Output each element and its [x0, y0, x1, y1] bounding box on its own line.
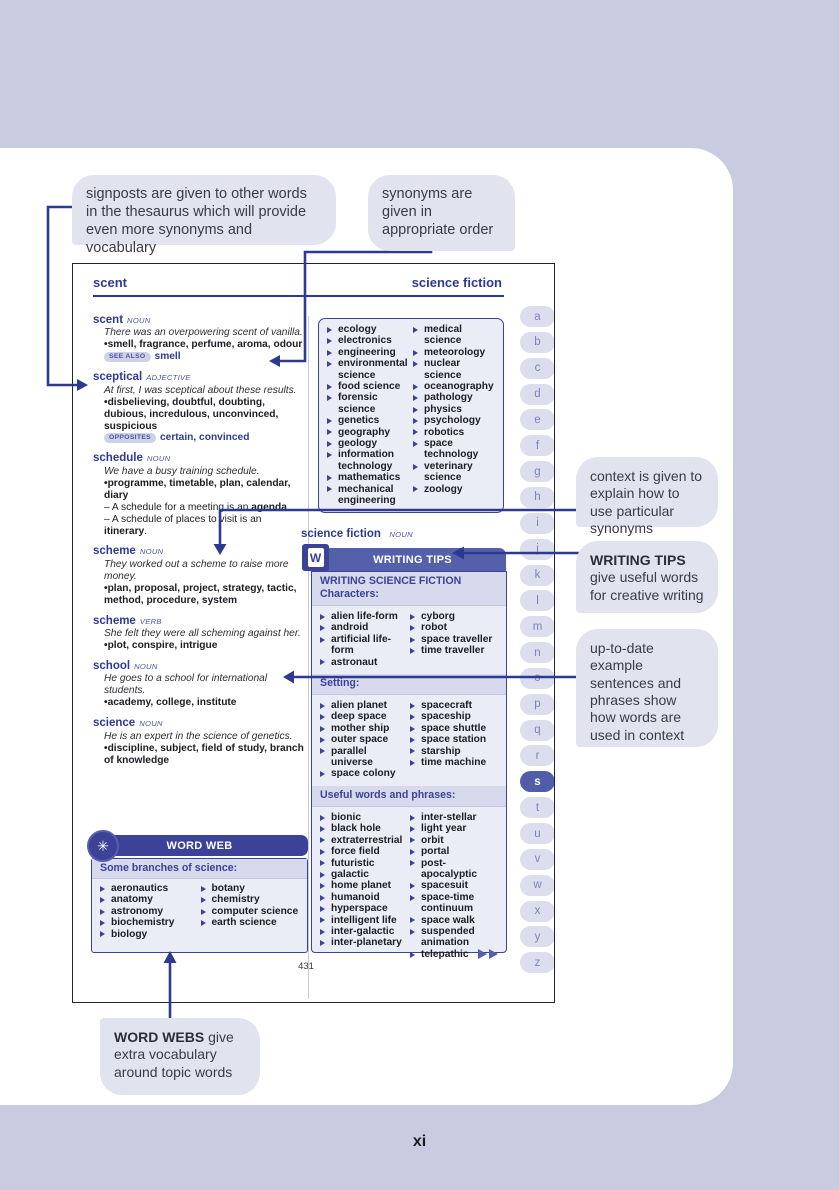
see-also-line: [104, 351, 304, 363]
word-item: spacesuit: [410, 880, 500, 891]
word-item: physics: [413, 404, 499, 415]
word-item: aeronautics: [100, 883, 201, 894]
science-word-web-box: [318, 318, 504, 513]
headword: schedule: [93, 452, 143, 465]
word-item: suspended animation: [410, 926, 500, 949]
entry: [93, 314, 304, 363]
alphabet-tab-g: g: [520, 461, 555, 482]
word-list-right: [410, 700, 500, 780]
word-item: bionic: [320, 812, 410, 823]
alphabet-tab-n: n: [520, 642, 555, 663]
part-of-speech: NOUN: [146, 454, 171, 464]
word-item: astronomy: [100, 906, 201, 917]
word-item: time machine: [410, 757, 500, 768]
entry: [93, 371, 304, 444]
entry: [93, 615, 304, 652]
word-item: orbit: [410, 835, 500, 846]
callout-text-bold: WRITING TIPS: [590, 552, 686, 568]
word-item: robotics: [413, 427, 499, 438]
word-web-list-left: [100, 883, 201, 940]
section-band: [312, 786, 506, 807]
word-item: oceanography: [413, 381, 499, 392]
entry: [93, 545, 304, 606]
entry-body: [93, 466, 304, 538]
arrow-right-icon: [478, 949, 487, 959]
synonyms: • disbelieving, doubtful, doubting, dubious, incredulous, unconvinced, suspicious: [104, 397, 304, 433]
word-item: galactic: [320, 869, 410, 880]
word-item: robot: [410, 622, 500, 633]
word-web-title: WORD WEB: [166, 839, 233, 852]
note-term: itinerary: [104, 525, 145, 537]
wt-sections: [312, 572, 506, 966]
alphabet-tab-b: b: [520, 332, 555, 353]
word-item: inter-planetary: [320, 937, 410, 948]
continuation-arrows: [476, 946, 498, 964]
alphabet-tab-h: h: [520, 487, 555, 508]
word-item: post-apocalyptic: [410, 858, 500, 881]
part-of-speech: ADJECTIVE: [146, 373, 191, 383]
callout-up-to-date: [576, 629, 718, 747]
alphabet-tab-p: p: [520, 694, 555, 715]
example-sentence: We have a busy training schedule.: [104, 465, 260, 477]
word-web-icon: [87, 830, 119, 862]
entry-body: [93, 673, 304, 709]
alphabet-tab-l: l: [520, 590, 555, 611]
callout-writing-tips: [576, 541, 718, 613]
word-item: futuristic: [320, 858, 410, 869]
entries: [93, 314, 304, 775]
headword: scent: [93, 314, 124, 326]
word-list-left: [320, 611, 410, 668]
word-item: anatomy: [100, 894, 201, 905]
word-item: mechanical engineering: [327, 484, 413, 507]
word-item: biochemistry: [100, 917, 201, 928]
synonyms: • plan, proposal, project, strategy, tactic, method, procedure, system: [104, 583, 304, 607]
word-list-left: [320, 812, 410, 960]
part-of-speech: NOUN: [139, 719, 163, 729]
callout-signposts: [72, 175, 336, 256]
headword: science fiction: [301, 528, 381, 540]
example-sentence: At first, I was sceptical about these results.: [104, 384, 297, 396]
see-also-term: smell: [154, 351, 181, 363]
callout-text: synonyms are given in appropriate order: [382, 186, 494, 238]
synonyms: • programme, timetable, plan, calendar, diary: [104, 478, 304, 502]
alphabet-tab-e: e: [520, 409, 555, 430]
entry-headline: [93, 452, 304, 465]
opposites-label: OPPOSITES: [104, 433, 156, 443]
word-item: mathematics: [327, 472, 413, 483]
alphabet-tab-o: o: [520, 668, 555, 689]
word-item: space-time continuum: [410, 892, 500, 915]
entry-headline: [301, 524, 413, 542]
writing-tips-title: WRITING TIPS: [373, 553, 452, 566]
alphabet-tab-j: j: [520, 539, 555, 560]
headword: sceptical: [93, 371, 143, 384]
word-item: meteorology: [413, 347, 499, 358]
entry-body: [93, 385, 304, 445]
word-item: geology: [327, 438, 413, 449]
word-item: environmental science: [327, 358, 413, 381]
word-item: force field: [320, 846, 410, 857]
word-item: black hole: [320, 823, 410, 834]
callout-context: [576, 457, 718, 537]
arrow-right-icon: [489, 949, 498, 959]
entry: [93, 452, 304, 537]
alphabet-tab-w: w: [520, 875, 555, 896]
folio: xi: [412, 1133, 427, 1150]
word-item: engineering: [327, 347, 413, 358]
word-item: genetics: [327, 415, 413, 426]
alphabet-tab-z: z: [520, 952, 555, 973]
callout-text: give useful words for creative writing: [590, 569, 704, 603]
callout-synonyms: [368, 175, 515, 251]
headword: science: [93, 717, 136, 730]
word-item: alien planet: [320, 700, 410, 711]
word-list: [312, 606, 506, 674]
word-item: starship: [410, 746, 500, 757]
opposites-terms: certain, convinced: [159, 432, 250, 444]
example-sentence: She felt they were all scheming against her.: [104, 628, 301, 640]
word-item: chemistry: [201, 894, 302, 905]
entry-body: [93, 559, 304, 607]
writing-heading: WRITING SCIENCE FICTION: [320, 575, 462, 587]
writing-tips-box: [311, 571, 507, 960]
word-item: electronics: [327, 335, 413, 346]
word-item: spaceship: [410, 711, 500, 722]
word-item: parallel universe: [320, 746, 410, 769]
word-list: [312, 807, 506, 966]
word-item: time traveller: [410, 645, 500, 656]
alphabet-tab-u: u: [520, 823, 555, 844]
running-head-right: science fiction: [411, 275, 502, 290]
science-list-right: [413, 324, 499, 507]
science-list-left: [327, 324, 413, 507]
part-of-speech: NOUN: [139, 547, 164, 557]
word-web-box: [91, 858, 308, 953]
w-document-icon: W: [308, 548, 324, 567]
word-item: psychology: [413, 415, 499, 426]
alphabet-tab-m: m: [520, 616, 555, 637]
word-web-subtitle-band: [92, 859, 307, 879]
alphabet-tab-t: t: [520, 797, 555, 818]
word-item: artificial life-form: [320, 634, 410, 657]
alphabet-tab-f: f: [520, 435, 555, 456]
example-sentence: There was an overpowering scent of vanilla.: [104, 327, 303, 339]
opposites-line: [104, 432, 304, 444]
word-item: space station: [410, 734, 500, 745]
word-list-left: [320, 700, 410, 780]
word-item: pathology: [413, 392, 499, 403]
callout-word-webs: [100, 1018, 260, 1095]
word-item: botany: [201, 883, 302, 894]
alphabet-tab-a: a: [520, 306, 555, 327]
word-web-list-right: [201, 883, 302, 940]
word-item: medical science: [413, 324, 499, 347]
word-item: forensic science: [327, 392, 413, 415]
usage-note: – A schedule for a meeting is an agenda.: [104, 501, 290, 513]
section-band: [312, 674, 506, 695]
word-web-header: [91, 835, 308, 856]
example-sentence: He goes to a school for international students.: [104, 673, 268, 697]
word-list: [312, 695, 506, 786]
callout-text-bold: WORD WEBS: [114, 1029, 205, 1045]
running-head-left: scent: [93, 275, 127, 290]
word-item: astronaut: [320, 657, 410, 668]
alphabet-tab-y: y: [520, 926, 555, 947]
example-sentence: He is an expert in the science of genetics.: [104, 730, 293, 742]
word-item: light year: [410, 823, 500, 834]
word-item: cyborg: [410, 611, 500, 622]
word-item: biology: [100, 929, 201, 940]
word-item: computer science: [201, 906, 302, 917]
word-item: space walk: [410, 915, 500, 926]
synonyms: • discipline, subject, field of study, branch of knowledge: [104, 743, 304, 767]
entry: [93, 660, 304, 709]
word-web-subtitle: Some branches of science:: [100, 862, 238, 874]
web-glyph: ✳: [97, 837, 109, 854]
entry-headline: [93, 314, 304, 327]
alphabet-tab-i: i: [520, 513, 555, 534]
word-item: space shuttle: [410, 723, 500, 734]
writing-tips-header: [319, 548, 506, 571]
word-item: telepathic: [410, 949, 500, 960]
part-of-speech: NOUN: [389, 530, 413, 539]
entry: [93, 717, 304, 766]
word-item: android: [320, 622, 410, 633]
writing-tips-icon: [302, 544, 329, 571]
page-number: 431: [298, 961, 314, 972]
alphabet-tab-x: x: [520, 901, 555, 922]
word-item: alien life-form: [320, 611, 410, 622]
part-of-speech: NOUN: [127, 316, 151, 325]
callout-text: context is given to explain how to use particular synonyms: [590, 468, 703, 537]
part-of-speech: NOUN: [134, 662, 158, 672]
word-item: home planet: [320, 880, 410, 891]
word-item: information technology: [327, 449, 413, 472]
section-label: Characters:: [320, 588, 379, 600]
entry-headline: [93, 371, 304, 384]
synonyms: • academy, college, institute: [104, 697, 304, 709]
headword: scheme: [93, 545, 136, 558]
word-item: space technology: [413, 438, 499, 461]
note-term: agenda: [251, 501, 287, 513]
word-item: hyperspace: [320, 903, 410, 914]
alphabet-tab-q: q: [520, 720, 555, 741]
word-item: earth science: [201, 917, 302, 928]
column-divider: [308, 316, 309, 999]
word-item: inter-galactic: [320, 926, 410, 937]
book-page: [72, 263, 555, 1003]
word-item: ecology: [327, 324, 413, 335]
entry-headline: [93, 545, 304, 558]
word-item: geography: [327, 427, 413, 438]
alphabet-tab-d: d: [520, 384, 555, 405]
header-rule: [93, 295, 504, 297]
entry-body: [93, 628, 304, 652]
alphabet-tab-v: v: [520, 849, 555, 870]
entry-headline: [93, 615, 304, 628]
section-label: Useful words and phrases:: [320, 788, 456, 801]
synonyms: • smell, fragrance, perfume, aroma, odour: [104, 339, 304, 351]
section-label: Setting:: [320, 677, 360, 690]
word-item: space traveller: [410, 634, 500, 645]
word-item: zoology: [413, 484, 499, 495]
word-item: food science: [327, 381, 413, 392]
word-item: spacecraft: [410, 700, 500, 711]
word-list-right: [410, 611, 500, 668]
section-band: [312, 572, 506, 606]
callout-text: give extra vocabulary around topic words: [114, 1029, 234, 1080]
see-also-label: SEE ALSO: [104, 352, 151, 362]
entry-body: [93, 731, 304, 767]
word-item: extraterrestrial: [320, 835, 410, 846]
callout-text: signposts are given to other words in the thesaurus which will provide even more synonyms and vocabulary: [86, 186, 307, 256]
callout-text: up-to-date example sentences and phrases show how words are used in context: [590, 640, 685, 743]
word-item: veterinary science: [413, 461, 499, 484]
synonyms: • plot, conspire, intrigue: [104, 640, 304, 652]
entry-body: [93, 327, 304, 363]
word-item: deep space: [320, 711, 410, 722]
example-sentence: They worked out a scheme to raise more money.: [104, 558, 289, 582]
word-item: space colony: [320, 768, 410, 779]
usage-note: – A schedule of places to visit is an itinerary.: [104, 513, 262, 537]
word-item: mother ship: [320, 723, 410, 734]
part-of-speech: VERB: [139, 616, 162, 626]
word-list-right: [410, 812, 500, 960]
word-item: portal: [410, 846, 500, 857]
entry-headline: [93, 717, 304, 730]
alphabet-tab-r: r: [520, 745, 555, 766]
headword: school: [93, 660, 131, 673]
alphabet-tab-s: s: [520, 771, 555, 792]
word-item: humanoid: [320, 892, 410, 903]
word-item: intelligent life: [320, 915, 410, 926]
frame-edge: [554, 263, 556, 1003]
word-item: nuclear science: [413, 358, 499, 381]
word-item: inter-stellar: [410, 812, 500, 823]
alphabet-tab-c: c: [520, 358, 555, 379]
word-web-list: [92, 879, 307, 946]
headword: scheme: [93, 614, 136, 627]
alphabet-tab-k: k: [520, 565, 555, 586]
word-item: outer space: [320, 734, 410, 745]
entry-headline: [93, 660, 304, 673]
